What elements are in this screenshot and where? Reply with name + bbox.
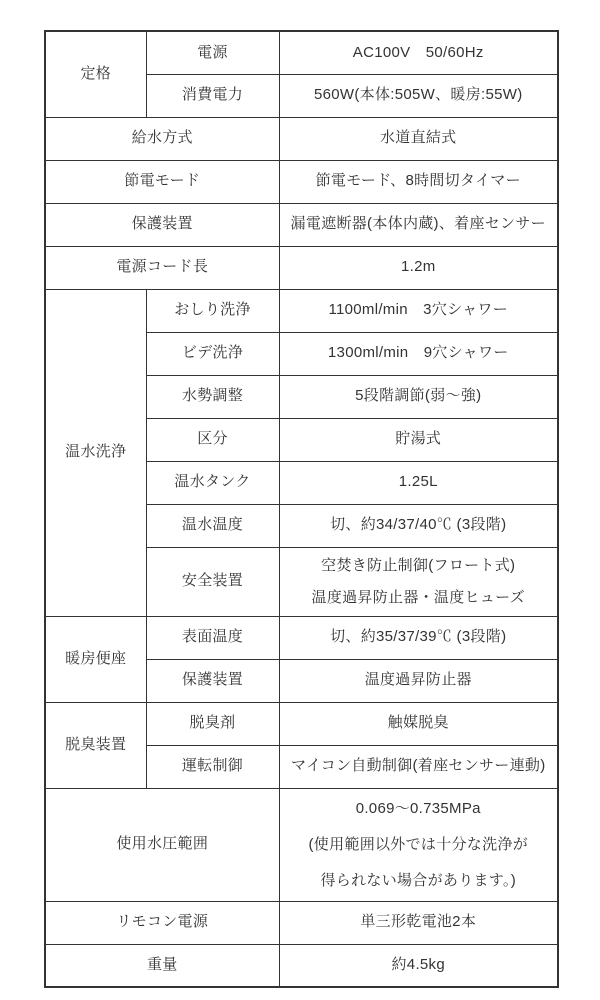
spec-row	[45, 702, 558, 745]
value-cell: 切、約35/37/39℃ (3段階)	[279, 616, 558, 659]
label-cell: 区分	[146, 418, 279, 461]
value-cell: 5段階調節(弱～強)	[279, 375, 558, 418]
group-cell: 暖房便座	[45, 616, 146, 702]
group-cell: 定格	[45, 31, 146, 117]
label-cell: 電源コード長	[45, 246, 279, 289]
value-cell: 1300ml/min 9穴シャワー	[279, 332, 558, 375]
value-line: 空焚き防止制御(フロート式)	[321, 556, 516, 574]
label-cell: ビデ洗浄	[146, 332, 279, 375]
value-cell: 1.25L	[279, 461, 558, 504]
label-cell: 電源	[146, 31, 279, 74]
label-cell: リモコン電源	[45, 901, 279, 944]
value-cell: 温度過昇防止器	[279, 659, 558, 702]
value-cell: 水道直結式	[279, 117, 558, 160]
value-cell: 560W(本体:505W、暖房:55W)	[279, 74, 558, 117]
label-cell: 温水タンク	[146, 461, 279, 504]
spec-row	[45, 203, 558, 246]
value-cell: 漏電遮断器(本体内蔵)、着座センサー	[279, 203, 558, 246]
value-cell: 貯湯式	[279, 418, 558, 461]
spec-row	[45, 944, 558, 987]
value-cell: 約4.5kg	[279, 944, 558, 987]
value-cell: 1.2m	[279, 246, 558, 289]
label-cell: 保護装置	[146, 659, 279, 702]
value-cell	[279, 547, 558, 616]
label-cell: 温水温度	[146, 504, 279, 547]
value-cell: マイコン自動制御(着座センサー連動)	[279, 745, 558, 788]
value-line: 得られない場合があります。)	[320, 871, 516, 889]
spec-row	[45, 160, 558, 203]
value-line: (使用範囲以外では十分な洗浄が	[308, 835, 528, 853]
value-cell: 節電モード、8時間切タイマー	[279, 160, 558, 203]
spec-row	[45, 901, 558, 944]
group-cell: 脱臭装置	[45, 702, 146, 788]
value-cell: AC100V 50/60Hz	[279, 31, 558, 74]
spec-row	[45, 117, 558, 160]
label-cell: 消費電力	[146, 74, 279, 117]
spec-table-body	[45, 31, 558, 987]
label-cell: 使用水圧範囲	[45, 788, 279, 901]
value-cell	[279, 788, 558, 901]
value-cell: 単三形乾電池2本	[279, 901, 558, 944]
label-cell: 安全装置	[146, 547, 279, 616]
spec-row	[45, 246, 558, 289]
value-cell: 切、約34/37/40℃ (3段階)	[279, 504, 558, 547]
group-cell: 温水洗浄	[45, 289, 146, 616]
label-cell: 運転制御	[146, 745, 279, 788]
spec-row	[45, 31, 558, 74]
spec-row	[45, 616, 558, 659]
spec-row	[45, 788, 558, 901]
value-cell: 1100ml/min 3穴シャワー	[279, 289, 558, 332]
label-cell: 保護装置	[45, 203, 279, 246]
label-cell: 節電モード	[45, 160, 279, 203]
value-line: 温度過昇防止器・温度ヒューズ	[311, 588, 525, 606]
label-cell: 脱臭剤	[146, 702, 279, 745]
spec-row	[45, 289, 558, 332]
value-line: 0.069～0.735MPa	[355, 799, 481, 817]
label-cell: 表面温度	[146, 616, 279, 659]
spec-table	[44, 30, 559, 988]
label-cell: 重量	[45, 944, 279, 987]
value-cell: 触媒脱臭	[279, 702, 558, 745]
label-cell: 水勢調整	[146, 375, 279, 418]
label-cell: 給水方式	[45, 117, 279, 160]
label-cell: おしり洗浄	[146, 289, 279, 332]
